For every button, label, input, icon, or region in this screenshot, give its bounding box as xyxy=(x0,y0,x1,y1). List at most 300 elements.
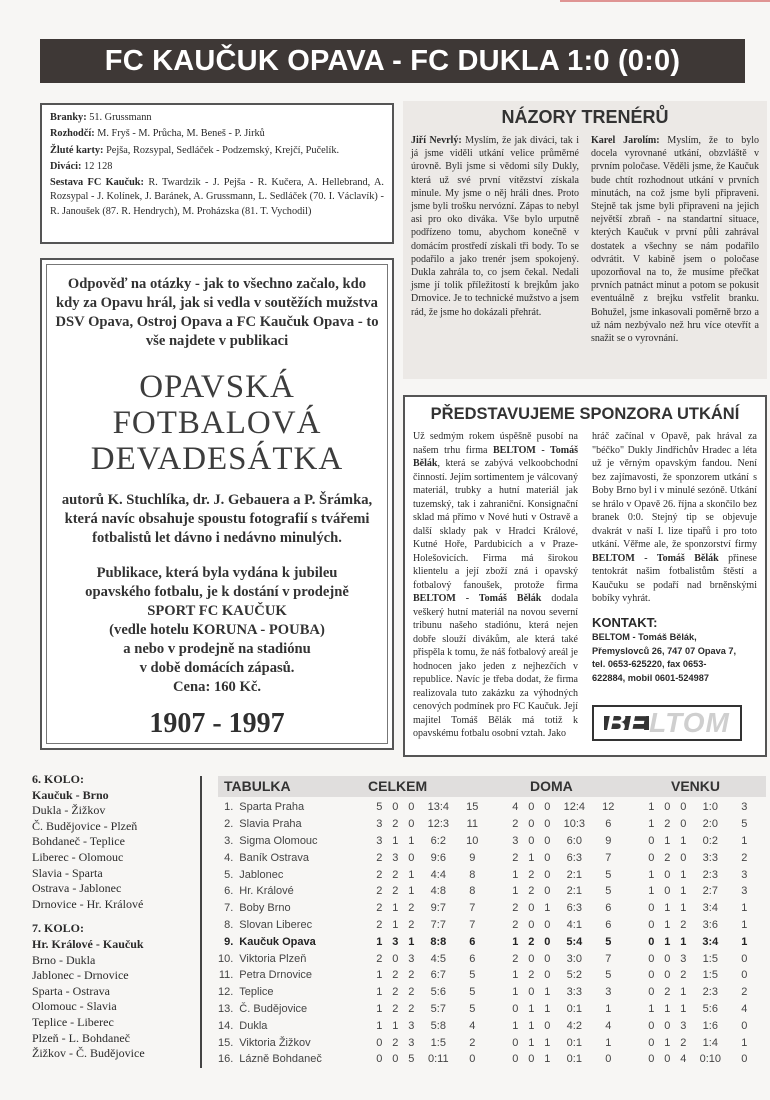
home-draws: 0 xyxy=(528,801,535,814)
home-score: 6:3 xyxy=(566,902,582,915)
home-score: 5:2 xyxy=(566,969,582,982)
home-score: 0:1 xyxy=(566,1002,582,1015)
total-score: 4:5 xyxy=(430,952,446,965)
total-losses: 1 xyxy=(408,868,415,881)
away-wins: 0 xyxy=(648,851,655,864)
spacer xyxy=(487,883,507,900)
home-losses: 0 xyxy=(544,952,551,965)
home-points: 12 xyxy=(602,801,615,814)
rank-cell: 6. xyxy=(224,885,234,898)
away-points: 2 xyxy=(741,851,748,864)
home-draws: 1 xyxy=(528,851,535,864)
away-points: 1 xyxy=(741,834,748,847)
team-cell: Sparta Praha xyxy=(239,801,305,814)
away-draws: 0 xyxy=(664,952,671,965)
away-score: 3:6 xyxy=(702,918,718,931)
total-points: 5 xyxy=(469,969,476,982)
table-row xyxy=(218,1017,759,1034)
home-score: 6:0 xyxy=(566,834,582,847)
total-losses: 2 xyxy=(408,918,415,931)
fixture-item: Slavia - Sparta xyxy=(32,865,103,880)
home-points: 5 xyxy=(605,885,612,898)
spacer xyxy=(623,933,643,950)
spacer xyxy=(623,1017,643,1034)
home-wins: 1 xyxy=(512,969,519,982)
total-draws: 1 xyxy=(392,1019,399,1032)
fixture-item: Č. Budějovice - Plzeň xyxy=(32,818,138,833)
total-wins: 3 xyxy=(376,818,383,831)
home-draws: 0 xyxy=(528,952,535,965)
total-wins: 1 xyxy=(376,1019,383,1032)
away-score: 1:5 xyxy=(702,969,718,982)
home-wins: 1 xyxy=(512,986,519,999)
total-wins: 0 xyxy=(376,1036,383,1049)
total-losses: 2 xyxy=(408,1002,415,1015)
away-score: 5:6 xyxy=(702,1002,718,1015)
team-cell: Boby Brno xyxy=(239,902,291,915)
away-losses: 2 xyxy=(680,1036,687,1049)
away-wins: 0 xyxy=(648,1053,655,1066)
match-info-box xyxy=(40,103,394,244)
sponsor-section xyxy=(403,395,767,757)
total-draws: 0 xyxy=(392,801,399,814)
away-score: 1:4 xyxy=(702,1036,718,1049)
fixture-item: Plzeň - L. Bohdaneč xyxy=(32,1030,130,1045)
fixture-item: Žižkov - Č. Budějovice xyxy=(32,1046,145,1061)
away-score: 1:6 xyxy=(702,1019,718,1032)
home-points: 1 xyxy=(605,1036,612,1049)
away-score: 0:10 xyxy=(699,1053,721,1066)
fixture-item: Drnovice - Hr. Králové xyxy=(32,896,144,911)
table-row xyxy=(218,950,759,967)
home-losses: 0 xyxy=(544,935,551,948)
table-row xyxy=(218,866,759,883)
away-points: 3 xyxy=(741,885,748,898)
home-draws: 2 xyxy=(528,885,535,898)
home-draws: 2 xyxy=(528,935,535,948)
total-losses: 1 xyxy=(408,935,415,948)
goals-line: Branky: 51. Grussmann xyxy=(50,112,152,123)
away-draws: 1 xyxy=(664,902,671,915)
fixtures-list xyxy=(32,772,202,1062)
group-away: VENKU xyxy=(671,778,721,794)
home-losses: 0 xyxy=(544,851,551,864)
table-row xyxy=(218,816,759,833)
sponsor-text-col2: hráč začínal v Opavě, pak hrával za "béčko" Dukly Jindřichův Hradec a léta už je věrným opavským fandou. Není bez zajímavosti, že sponzorem utkání s Boby Brno byl i v minulé sezóně. Utkání se hrálo v Opavě 26. října a skončilo bez branek 0:0. Stejný tip se objevuje dvakrát v naší I. lize tipařů i pro toto utkání. Věřme ale, že sponzorství firmy BELTOM - Tomáš Bělák přinese tentokrát našim fotbalistům štěstí a Kaučuku se podaří nad brněnskými bobíky vyhrát. KONTAKT: BELTOM - Tomáš Bělák, Přemyslovců 26, 747 07 Opava 7, tel. 0653-625220, fax 0653- 622884, mobil 0601-524987 BE LTOM xyxy=(592,430,757,741)
match-title-banner: FC KAUČUK OPAVA - FC DUKLA 1:0 (0:0) xyxy=(40,39,745,83)
total-draws: 3 xyxy=(392,851,399,864)
total-wins: 5 xyxy=(376,801,383,814)
spacer xyxy=(487,950,507,967)
spacer xyxy=(487,849,507,866)
team-cell: Slovan Liberec xyxy=(239,918,313,931)
away-losses: 3 xyxy=(680,952,687,965)
away-draws: 1 xyxy=(664,935,671,948)
rank-cell: 4. xyxy=(224,851,234,864)
spacer xyxy=(623,1001,643,1018)
league-table xyxy=(218,776,766,1068)
home-points: 6 xyxy=(605,902,612,915)
rank-cell: 2. xyxy=(224,818,234,831)
table-title: TABULKA xyxy=(224,778,291,794)
home-draws: 0 xyxy=(528,834,535,847)
rank-cell: 10. xyxy=(218,952,234,965)
total-draws: 0 xyxy=(392,1053,399,1066)
total-draws: 2 xyxy=(392,868,399,881)
home-score: 5:4 xyxy=(566,935,583,948)
total-score: 9:7 xyxy=(430,902,446,915)
home-losses: 0 xyxy=(544,834,551,847)
spacer xyxy=(487,816,507,833)
home-score: 0:1 xyxy=(566,1036,582,1049)
round-6-title: 6. KOLO: xyxy=(32,772,85,786)
total-points: 2 xyxy=(469,1036,476,1049)
home-draws: 0 xyxy=(528,818,535,831)
away-points: 3 xyxy=(741,801,748,814)
spacer xyxy=(487,1034,507,1051)
home-losses: 0 xyxy=(544,868,551,881)
table-row xyxy=(218,849,759,866)
page-edge-mark xyxy=(560,0,770,2)
total-wins: 2 xyxy=(376,885,383,898)
team-cell: Hr. Králové xyxy=(239,885,294,898)
spacer xyxy=(623,950,643,967)
total-draws: 2 xyxy=(392,1002,399,1015)
home-draws: 0 xyxy=(528,918,535,931)
away-score: 1:5 xyxy=(702,952,718,965)
team-cell: Viktoria Žižkov xyxy=(239,1036,311,1049)
away-points: 1 xyxy=(741,918,748,931)
away-wins: 0 xyxy=(648,918,655,931)
spectators-line: Diváci: 12 128 xyxy=(50,160,113,172)
home-score: 4:2 xyxy=(566,1019,582,1032)
total-draws: 2 xyxy=(392,1036,399,1049)
total-points: 4 xyxy=(469,1019,476,1032)
total-score: 1:5 xyxy=(430,1036,446,1049)
total-losses: 5 xyxy=(408,1053,415,1066)
total-points: 7 xyxy=(469,902,476,915)
spacer xyxy=(623,967,643,984)
team-cell: Teplice xyxy=(239,986,274,999)
away-wins: 0 xyxy=(648,952,655,965)
beltom-logo: BE LTOM xyxy=(592,705,742,741)
spacer xyxy=(487,984,507,1001)
spacer xyxy=(623,1034,643,1051)
home-points: 5 xyxy=(605,969,612,982)
spacer xyxy=(487,917,507,934)
spacer xyxy=(487,900,507,917)
lineup-line: Sestava FC Kaučuk: R. Twardzik - J. Pejša - R. Kučera, A. Hellebrand, A. Rozsypal - J. Kolínek, J. Baránek, A. Grussmann, L. Sedláček (70. I. Václavík) - R. Janoušek (87. R. Hendrych), M. Proházska (81. T. Vychodil) xyxy=(50,177,385,217)
total-losses: 2 xyxy=(408,969,415,982)
home-draws: 1 xyxy=(528,1019,535,1032)
total-points: 6 xyxy=(469,935,476,948)
total-points: 5 xyxy=(469,1002,476,1015)
total-draws: 1 xyxy=(392,918,399,931)
total-wins: 2 xyxy=(376,902,383,915)
home-wins: 1 xyxy=(512,935,519,948)
rank-cell: 14. xyxy=(218,1019,234,1032)
total-losses: 1 xyxy=(408,834,415,847)
away-wins: 1 xyxy=(648,801,655,814)
rank-cell: 11. xyxy=(218,969,234,982)
away-draws: 0 xyxy=(664,1053,671,1066)
home-points: 5 xyxy=(605,868,612,881)
home-draws: 0 xyxy=(528,1053,535,1066)
home-wins: 0 xyxy=(512,1002,519,1015)
away-losses: 3 xyxy=(680,1019,687,1032)
spacer xyxy=(623,866,643,883)
total-score: 13:4 xyxy=(427,801,449,814)
team-cell: Č. Budějovice xyxy=(239,1002,308,1015)
away-losses: 0 xyxy=(680,801,687,814)
total-wins: 3 xyxy=(376,834,383,847)
total-draws: 1 xyxy=(392,902,399,915)
team-cell: Petra Drnovice xyxy=(239,969,313,982)
away-draws: 1 xyxy=(664,1002,671,1015)
away-wins: 1 xyxy=(648,818,655,831)
total-wins: 1 xyxy=(376,935,383,948)
yellow-cards-line: Žluté karty: Pejša, Rozsypal, Sedláček - Podzemský, Krejčí, Pučelík. xyxy=(50,144,340,156)
spacer xyxy=(487,967,507,984)
total-wins: 2 xyxy=(376,851,383,864)
team-cell: Slavia Praha xyxy=(239,818,302,831)
home-losses: 0 xyxy=(544,818,551,831)
total-points: 6 xyxy=(469,952,476,965)
home-losses: 0 xyxy=(544,918,551,931)
home-draws: 0 xyxy=(528,902,535,915)
home-losses: 1 xyxy=(544,986,551,999)
away-draws: 0 xyxy=(664,969,671,982)
home-score: 6:3 xyxy=(566,851,582,864)
fixture-item: Jablonec - Drnovice xyxy=(32,968,129,983)
away-points: 0 xyxy=(741,969,748,982)
total-points: 8 xyxy=(469,885,476,898)
away-draws: 1 xyxy=(664,918,671,931)
away-score: 2:7 xyxy=(702,885,718,898)
total-losses: 2 xyxy=(408,986,415,999)
publication-info: Publikace, která byla vydána k jubileu opavského fotbalu, je k dostání v prodejně SPORT FC KAUČUK (vedle hotelu KORUNA - POUBA) a nebo v prodejně na stadiónu v době domácích zápasů. Cena: 160 Kč. xyxy=(85,565,349,695)
spacer xyxy=(487,799,507,816)
total-wins: 2 xyxy=(376,868,383,881)
rank-cell: 15. xyxy=(218,1036,234,1049)
book-authors: autorů K. Stuchlíka, dr. J. Gebauera a P. Šrámka, která navíc obsahuje spoustu fotografií s tvářemi fotbalistů let dávno i nedávno minulých. xyxy=(61,492,373,546)
total-losses: 2 xyxy=(408,902,415,915)
home-wins: 2 xyxy=(512,918,519,931)
total-draws: 0 xyxy=(392,952,399,965)
total-score: 6:7 xyxy=(430,969,446,982)
away-losses: 2 xyxy=(680,918,687,931)
spacer xyxy=(623,833,643,850)
away-score: 3:4 xyxy=(702,902,718,915)
away-losses: 4 xyxy=(680,1053,687,1066)
table-row xyxy=(218,967,759,984)
total-losses: 0 xyxy=(408,801,415,814)
book-title: OPAVSKÁ FOTBALOVÁ DEVADESÁTKA xyxy=(90,369,344,477)
home-wins: 0 xyxy=(512,1036,519,1049)
total-score: 7:7 xyxy=(430,918,446,931)
away-points: 1 xyxy=(741,935,748,948)
home-wins: 2 xyxy=(512,952,519,965)
home-wins: 1 xyxy=(512,868,519,881)
away-wins: 0 xyxy=(648,1036,655,1049)
total-losses: 3 xyxy=(408,1019,415,1032)
sponsor-heading: PŘEDSTAVUJEME SPONZORA UTKÁNÍ xyxy=(430,405,740,423)
rank-cell: 16. xyxy=(218,1053,234,1066)
away-draws: 0 xyxy=(664,1019,671,1032)
away-wins: 0 xyxy=(648,986,655,999)
fixture-item: Bohdaneč - Teplice xyxy=(32,834,125,849)
total-wins: 1 xyxy=(376,969,383,982)
group-total: CELKEM xyxy=(368,778,428,794)
home-draws: 1 xyxy=(528,1036,535,1049)
rank-cell: 8. xyxy=(224,918,234,931)
table-row xyxy=(218,1051,759,1068)
column-divider xyxy=(200,776,202,1068)
table-row xyxy=(218,1034,759,1051)
table-row xyxy=(218,933,759,950)
home-wins: 4 xyxy=(512,801,519,814)
group-home: DOMA xyxy=(530,778,573,794)
away-draws: 0 xyxy=(664,801,671,814)
table-header xyxy=(218,776,766,797)
total-losses: 0 xyxy=(408,818,415,831)
coaches-opinions xyxy=(403,101,767,379)
home-score: 2:1 xyxy=(566,885,582,898)
team-cell: Jablonec xyxy=(239,868,284,881)
total-losses: 3 xyxy=(408,952,415,965)
total-score: 5:7 xyxy=(430,1002,446,1015)
away-draws: 1 xyxy=(664,834,671,847)
spacer xyxy=(623,984,643,1001)
total-points: 9 xyxy=(469,851,476,864)
spacer xyxy=(487,1017,507,1034)
spacer xyxy=(487,833,507,850)
away-draws: 0 xyxy=(664,885,671,898)
away-score: 2:3 xyxy=(702,986,718,999)
total-points: 5 xyxy=(469,986,476,999)
table-row xyxy=(218,1001,759,1018)
total-losses: 0 xyxy=(408,851,415,864)
total-draws: 2 xyxy=(392,885,399,898)
team-cell: Dukla xyxy=(239,1019,268,1032)
home-points: 4 xyxy=(605,1019,612,1032)
home-losses: 0 xyxy=(544,801,551,814)
total-draws: 2 xyxy=(392,818,399,831)
away-points: 4 xyxy=(741,1002,748,1015)
team-cell: Lázně Bohdaneč xyxy=(239,1053,322,1066)
fixture-item: Dukla - Žižkov xyxy=(32,803,106,818)
total-score: 4:8 xyxy=(430,885,446,898)
away-wins: 1 xyxy=(648,1002,655,1015)
fixture-item: Teplice - Liberec xyxy=(32,1014,114,1029)
total-points: 15 xyxy=(466,801,479,814)
away-score: 2:3 xyxy=(702,868,718,881)
total-draws: 2 xyxy=(392,969,399,982)
total-draws: 1 xyxy=(392,834,399,847)
away-losses: 0 xyxy=(680,818,687,831)
total-points: 10 xyxy=(466,834,479,847)
away-draws: 0 xyxy=(664,868,671,881)
rank-cell: 1. xyxy=(224,801,234,814)
away-draws: 2 xyxy=(664,851,671,864)
fixture-item: Kaučuk - Brno xyxy=(32,787,109,802)
total-points: 8 xyxy=(469,868,476,881)
contact-heading: KONTAKT: xyxy=(592,614,658,630)
spacer xyxy=(623,900,643,917)
spacer xyxy=(487,866,507,883)
home-losses: 1 xyxy=(544,1002,551,1015)
home-losses: 1 xyxy=(544,1053,551,1066)
home-wins: 2 xyxy=(512,851,519,864)
table-row xyxy=(218,833,759,850)
fixture-item: Hr. Králové - Kaučuk xyxy=(32,936,144,951)
table-row xyxy=(218,799,759,816)
spacer xyxy=(623,917,643,934)
table-row xyxy=(218,883,759,900)
away-losses: 1 xyxy=(680,935,687,948)
away-wins: 1 xyxy=(648,885,655,898)
rank-cell: 3. xyxy=(224,834,234,847)
home-losses: 0 xyxy=(544,969,551,982)
total-wins: 1 xyxy=(376,1002,383,1015)
team-cell: Kaučuk Opava xyxy=(239,935,316,948)
away-points: 0 xyxy=(741,1019,748,1032)
total-score: 0:11 xyxy=(428,1053,449,1066)
home-score: 10:3 xyxy=(563,818,585,831)
away-losses: 2 xyxy=(680,969,687,982)
total-score: 8:8 xyxy=(430,935,447,948)
home-points: 7 xyxy=(605,952,612,965)
total-losses: 3 xyxy=(408,1036,415,1049)
away-wins: 0 xyxy=(648,969,655,982)
ad-intro: Odpověď na otázky - jak to všechno začalo, kdo kdy za Opavu hrál, jak si vedla v soutěžích mužstva DSV Opava, Ostroj Opava a FC Kaučuk Opava - to vše najdete v publikaci xyxy=(55,276,379,349)
away-score: 0:2 xyxy=(702,834,718,847)
book-advertisement xyxy=(40,258,394,750)
away-wins: 1 xyxy=(648,868,655,881)
away-losses: 0 xyxy=(680,851,687,864)
away-losses: 1 xyxy=(680,902,687,915)
total-score: 9:6 xyxy=(430,851,446,864)
home-losses: 0 xyxy=(544,1019,551,1032)
home-score: 12:4 xyxy=(563,801,585,814)
home-wins: 2 xyxy=(512,818,519,831)
away-wins: 0 xyxy=(648,935,655,948)
table-row xyxy=(218,984,759,1001)
away-wins: 0 xyxy=(648,902,655,915)
total-points: 11 xyxy=(466,818,478,831)
home-wins: 3 xyxy=(512,834,519,847)
home-wins: 1 xyxy=(512,885,519,898)
home-wins: 0 xyxy=(512,1053,519,1066)
away-points: 1 xyxy=(741,902,748,915)
away-score: 3:3 xyxy=(702,851,718,864)
away-score: 1:0 xyxy=(702,801,718,814)
coaches-heading: NÁZORY TRENÉRŮ xyxy=(501,107,669,127)
home-wins: 1 xyxy=(512,1019,519,1032)
away-wins: 0 xyxy=(648,1019,655,1032)
home-draws: 2 xyxy=(528,868,535,881)
away-losses: 1 xyxy=(680,1002,687,1015)
away-draws: 1 xyxy=(664,1036,671,1049)
rank-cell: 5. xyxy=(224,868,234,881)
total-losses: 1 xyxy=(408,885,415,898)
away-wins: 0 xyxy=(648,834,655,847)
total-wins: 0 xyxy=(376,1053,383,1066)
total-wins: 2 xyxy=(376,952,383,965)
rank-cell: 7. xyxy=(224,902,234,915)
fixture-item: Sparta - Ostrava xyxy=(32,983,110,998)
away-points: 0 xyxy=(741,1053,748,1066)
